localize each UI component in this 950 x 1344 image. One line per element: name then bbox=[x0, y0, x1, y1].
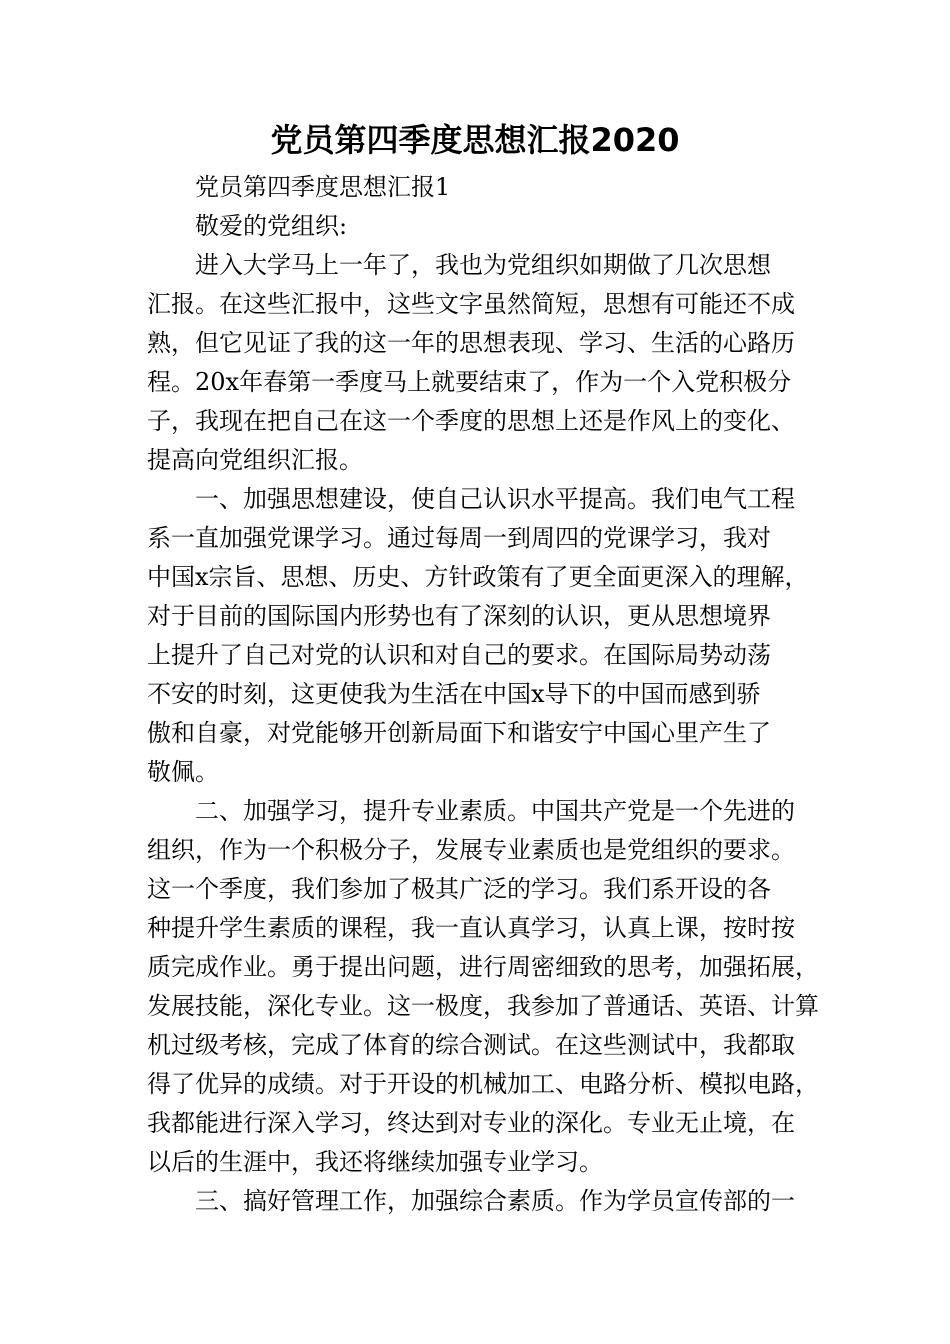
paragraph-line: 组织，作为一个积极分子，发展专业素质也是党组织的要求。 bbox=[147, 836, 795, 864]
paragraph-4 bbox=[147, 1182, 827, 1221]
paragraph-line: 三、搞好管理工作，加强综合素质。作为学员宣传部的一 bbox=[195, 1187, 795, 1215]
paragraph-line: 熟，但它见证了我的这一年的思想表现、学习、生活的心路历 bbox=[147, 329, 795, 357]
paragraph-line: 进入大学马上一年了，我也为党组织如期做了几次思想 bbox=[195, 251, 771, 279]
paragraph-line: 提高向党组织汇报。 bbox=[147, 446, 363, 474]
paragraph-line: 以后的生涯中，我还将继续加强专业学习。 bbox=[147, 1148, 603, 1176]
paragraph-line: 傲和自豪，对党能够开创新局面下和谐安宁中国心里产生了 bbox=[147, 719, 771, 747]
paragraph-line: 敬佩。 bbox=[147, 758, 219, 786]
paragraph-2 bbox=[147, 480, 827, 792]
paragraph-line: 机过级考核，完成了体育的综合测试。在这些测试中，我都取 bbox=[147, 1031, 795, 1059]
paragraph-line: 种提升学生素质的课程，我一直认真学习，认真上课，按时按 bbox=[147, 914, 795, 942]
paragraph-line: 我都能进行深入学习，终达到对专业的深化。专业无止境，在 bbox=[147, 1109, 795, 1137]
paragraph-line: 二、加强学习，提升专业素质。中国共产党是一个先进的 bbox=[195, 797, 795, 825]
paragraph-line: 一、加强思想建设，使自己认识水平提高。我们电气工程 bbox=[195, 485, 795, 513]
paragraph-line: 得了优异的成绩。对于开设的机械加工、电路分析、模拟电路， bbox=[147, 1070, 819, 1098]
paragraph-line: 程。20x年春第一季度马上就要结束了，作为一个入党积极分 bbox=[147, 368, 792, 396]
paragraph-line: 汇报。在这些汇报中，这些文字虽然简短，思想有可能还不成 bbox=[147, 290, 795, 318]
document-title: 党员第四季度思想汇报2020 bbox=[270, 121, 680, 159]
document-body bbox=[147, 168, 827, 1221]
paragraph-line: 子，我现在把自己在这一个季度的思想上还是作风上的变化、 bbox=[147, 407, 795, 435]
paragraph-line: 发展技能，深化专业。这一极度，我参加了普通话、英语、计算 bbox=[147, 992, 819, 1020]
paragraph-1 bbox=[147, 246, 827, 480]
document-subtitle: 党员第四季度思想汇报1 bbox=[195, 173, 451, 201]
paragraph-line: 对于目前的国际国内形势也有了深刻的认识，更从思想境界 bbox=[147, 602, 771, 630]
salutation: 敬爱的党组织: bbox=[195, 212, 348, 240]
paragraph-line: 上提升了自己对党的认识和对自己的要求。在国际局势动荡 bbox=[147, 641, 771, 669]
paragraph-line: 中国x宗旨、思想、历史、方针政策有了更全面更深入的理解， bbox=[147, 563, 809, 591]
paragraph-line: 质完成作业。勇于提出问题，进行周密细致的思考，加强拓展， bbox=[147, 953, 819, 981]
paragraph-line: 系一直加强党课学习。通过每周一到周四的党课学习，我对 bbox=[147, 524, 771, 552]
paragraph-3 bbox=[147, 792, 827, 1182]
paragraph-line: 这一个季度，我们参加了极其广泛的学习。我们系开设的各 bbox=[147, 875, 771, 903]
paragraph-line: 不安的时刻，这更使我为生活在中国x导下的中国而感到骄 bbox=[147, 680, 761, 708]
